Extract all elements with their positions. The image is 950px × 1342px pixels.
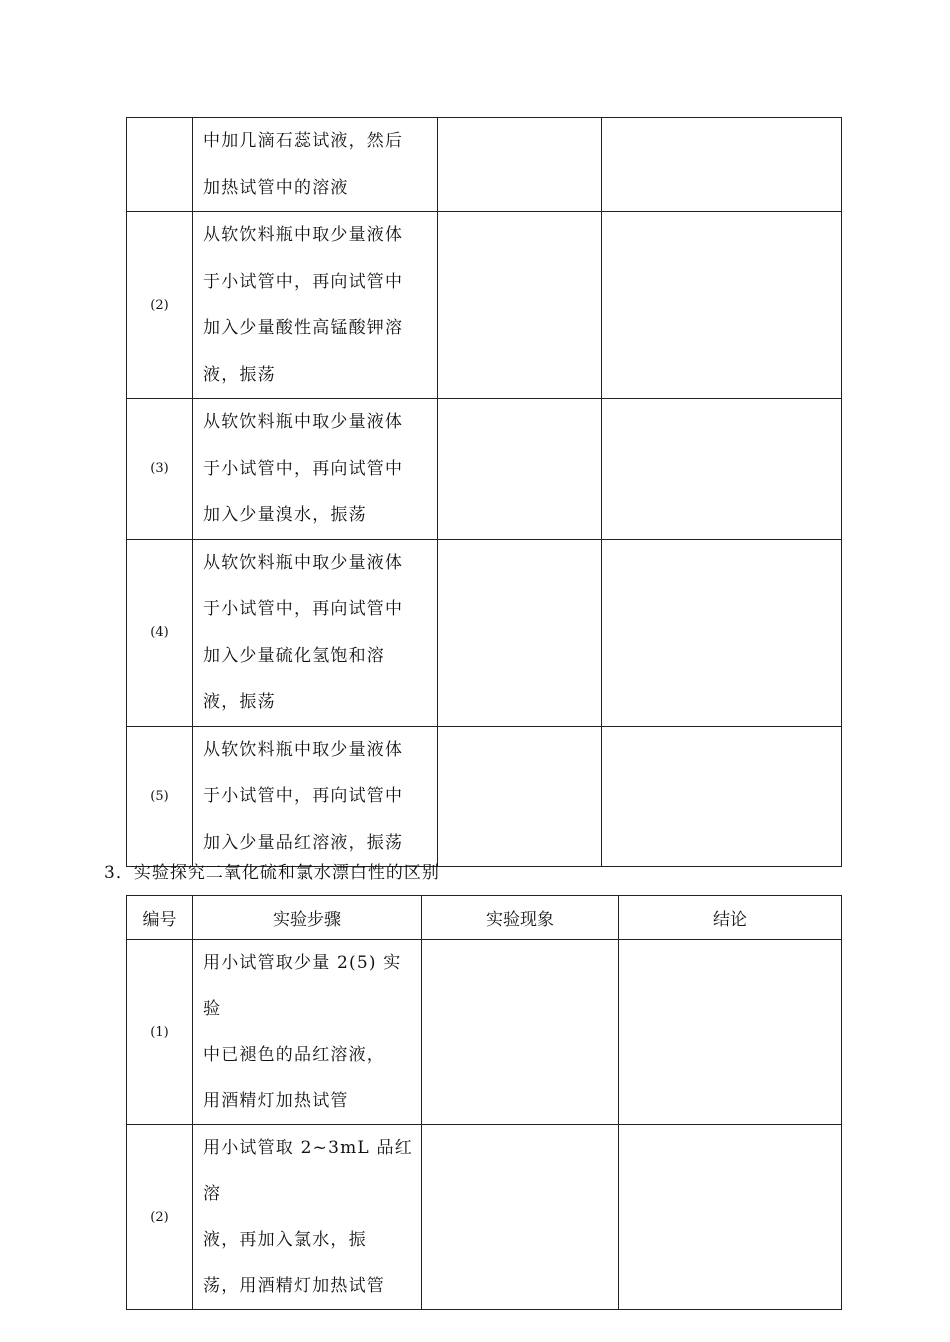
conclusion-cell[interactable] [602, 399, 842, 540]
table-header-row [127, 896, 842, 940]
row-number: (2) [127, 1125, 193, 1310]
step-line: 于小试管中，再向试管中 [203, 271, 404, 292]
row-number: (1) [127, 940, 193, 1125]
step-line: 从软饮料瓶中取少量液体 [203, 552, 404, 573]
step-line: 于小试管中，再向试管中 [203, 458, 404, 479]
phenomenon-cell[interactable] [422, 1125, 619, 1310]
step-line: 液，再加入氯水，振 [203, 1230, 367, 1250]
phenomenon-cell[interactable] [438, 399, 602, 540]
conclusion-cell[interactable] [602, 539, 842, 726]
conclusion-cell[interactable] [619, 1125, 842, 1310]
step-line: 用小试管取 2~3mL 品红溶 [203, 1138, 413, 1204]
step-line: 从软饮料瓶中取少量液体 [203, 739, 404, 760]
phenomenon-cell[interactable] [422, 940, 619, 1125]
step-line: 于小试管中，再向试管中 [203, 786, 404, 806]
step-line: 中已褪色的品红溶液， [203, 1045, 385, 1065]
phenomenon-cell[interactable] [438, 118, 602, 212]
step-cell [193, 212, 438, 399]
step-line: 液，振荡 [203, 364, 276, 385]
phenomenon-cell[interactable] [438, 726, 602, 867]
header-number: 编号 [127, 896, 193, 940]
step-line: 加热试管中的溶液 [203, 177, 349, 198]
table-row [127, 539, 842, 726]
step-line: 从软饮料瓶中取少量液体 [203, 412, 404, 432]
experiment-table-1 [126, 117, 842, 867]
step-cell [193, 726, 438, 867]
table-row [127, 726, 842, 867]
step-line: 从软饮料瓶中取少量液体 [203, 225, 404, 245]
step-line: 用酒精灯加热试管 [203, 1091, 349, 1111]
conclusion-cell[interactable] [602, 212, 842, 399]
step-line: 加入少量品红溶液，振荡 [203, 832, 404, 853]
table-row [127, 118, 842, 212]
table-row [127, 940, 842, 1125]
experiment-table-2 [126, 895, 842, 1310]
phenomenon-cell[interactable] [438, 212, 602, 399]
step-line: 荡，用酒精灯加热试管 [203, 1276, 385, 1296]
conclusion-cell[interactable] [602, 118, 842, 212]
step-cell [193, 118, 438, 212]
row-number: (5) [127, 726, 193, 867]
conclusion-cell[interactable] [602, 726, 842, 867]
header-phenomenon: 实验现象 [422, 896, 619, 940]
step-line: 液，振荡 [203, 692, 276, 712]
step-cell [193, 539, 438, 726]
header-conclusion: 结论 [619, 896, 842, 940]
phenomenon-cell[interactable] [438, 539, 602, 726]
step-cell [193, 940, 422, 1125]
conclusion-cell[interactable] [619, 940, 842, 1125]
step-cell [193, 1125, 422, 1310]
row-number: (2) [127, 212, 193, 399]
step-line: 用小试管取少量 2(5) 实验 [203, 953, 402, 1019]
step-line: 加入少量溴水，振荡 [203, 505, 367, 525]
table-row [127, 399, 842, 540]
table-row [127, 1125, 842, 1310]
step-line: 加入少量硫化氢饱和溶 [203, 645, 385, 666]
step-line: 于小试管中，再向试管中 [203, 599, 404, 619]
header-steps: 实验步骤 [193, 896, 422, 940]
step-line: 加入少量酸性高锰酸钾溶 [203, 318, 404, 338]
row-number [127, 118, 193, 212]
row-number: (4) [127, 539, 193, 726]
step-cell [193, 399, 438, 540]
table-row [127, 212, 842, 399]
step-line: 中加几滴石蕊试液，然后 [203, 131, 404, 151]
row-number: (3) [127, 399, 193, 540]
section-3-title: 3．实验探究二氧化硫和氯水漂白性的区别 [104, 863, 440, 883]
